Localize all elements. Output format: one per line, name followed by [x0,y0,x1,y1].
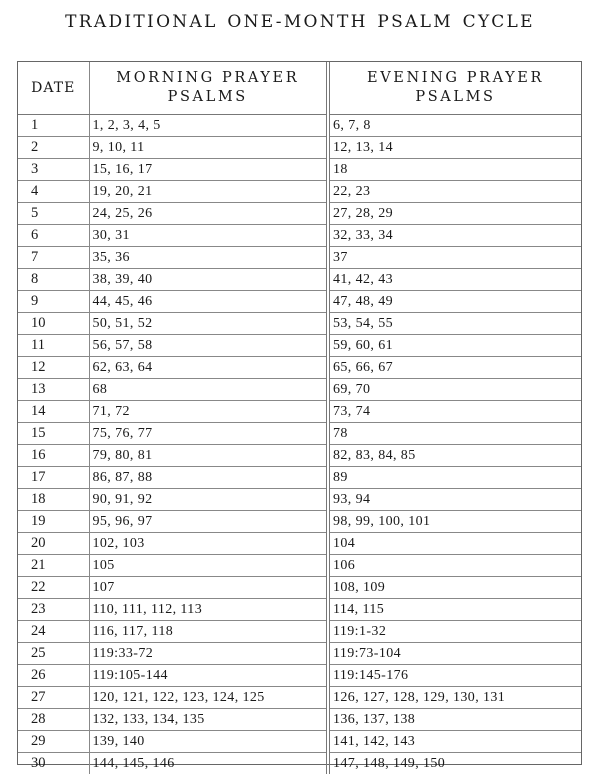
table-row [18,225,581,247]
table-row [18,687,581,709]
evening-psalms-cell: 41, 42, 43 [328,269,581,291]
morning-psalms-cell: 107 [89,577,328,599]
morning-psalms-cell: 30, 31 [89,225,328,247]
table-row [18,753,581,774]
morning-psalms-cell: 86, 87, 88 [89,467,328,489]
page-title: TRADITIONAL ONE-MONTH PSALM CYCLE [0,12,600,32]
morning-header-line1: MORNING PRAYER [116,70,299,86]
morning-psalms-cell: 105 [89,555,328,577]
date-cell: 3 [18,159,89,181]
table-row [18,467,581,489]
date-cell: 4 [18,181,89,203]
evening-psalms-cell: 108, 109 [328,577,581,599]
table-row [18,137,581,159]
date-cell: 13 [18,379,89,401]
table-row [18,423,581,445]
date-cell: 11 [18,335,89,357]
date-cell: 20 [18,533,89,555]
morning-psalms-cell: 79, 80, 81 [89,445,328,467]
evening-psalms-cell: 32, 33, 34 [328,225,581,247]
morning-psalms-cell: 68 [89,379,328,401]
table-row [18,709,581,731]
morning-psalms-cell: 38, 39, 40 [89,269,328,291]
morning-psalms-cell: 56, 57, 58 [89,335,328,357]
evening-psalms-cell: 119:73-104 [328,643,581,665]
table-row [18,489,581,511]
morning-psalms-cell: 132, 133, 134, 135 [89,709,328,731]
evening-psalms-cell: 59, 60, 61 [328,335,581,357]
date-cell: 30 [18,753,89,774]
date-cell: 6 [18,225,89,247]
date-cell: 28 [18,709,89,731]
evening-psalms-cell: 12, 13, 14 [328,137,581,159]
table-row [18,181,581,203]
morning-psalms-cell: 19, 20, 21 [89,181,328,203]
date-cell: 29 [18,731,89,753]
morning-psalms-cell: 44, 45, 46 [89,291,328,313]
date-cell: 10 [18,313,89,335]
date-cell: 16 [18,445,89,467]
morning-psalms-cell: 119:33-72 [89,643,328,665]
date-cell: 5 [18,203,89,225]
evening-psalms-cell: 98, 99, 100, 101 [328,511,581,533]
evening-psalms-cell: 89 [328,467,581,489]
table-row [18,247,581,269]
evening-psalms-cell: 119:1-32 [328,621,581,643]
morning-psalms-cell: 15, 16, 17 [89,159,328,181]
date-cell: 27 [18,687,89,709]
table-row [18,313,581,335]
morning-psalms-cell: 139, 140 [89,731,328,753]
morning-header-line2: PSALMS [168,89,248,105]
morning-psalms-cell: 71, 72 [89,401,328,423]
morning-psalms-cell: 116, 117, 118 [89,621,328,643]
table-row [18,533,581,555]
date-cell: 12 [18,357,89,379]
evening-psalms-cell: 104 [328,533,581,555]
morning-psalms-cell: 102, 103 [89,533,328,555]
evening-psalms-cell: 18 [328,159,581,181]
evening-psalms-cell: 93, 94 [328,489,581,511]
evening-psalms-cell: 27, 28, 29 [328,203,581,225]
morning-prayer-column-header [89,62,328,115]
morning-psalms-cell: 120, 121, 122, 123, 124, 125 [89,687,328,709]
table-row [18,269,581,291]
morning-psalms-cell: 24, 25, 26 [89,203,328,225]
table-row [18,159,581,181]
evening-psalms-cell: 22, 23 [328,181,581,203]
table-row [18,555,581,577]
table-row [18,115,581,137]
evening-psalms-cell: 147, 148, 149, 150 [328,753,581,774]
date-cell: 23 [18,599,89,621]
morning-psalms-cell: 144, 145, 146 [89,753,328,774]
date-cell: 7 [18,247,89,269]
date-column-header: DATE [18,62,89,115]
morning-psalms-cell: 9, 10, 11 [89,137,328,159]
table-row [18,445,581,467]
date-cell: 25 [18,643,89,665]
evening-prayer-column-header [328,62,581,115]
date-cell: 19 [18,511,89,533]
morning-psalms-cell: 1, 2, 3, 4, 5 [89,115,328,137]
morning-psalms-cell: 50, 51, 52 [89,313,328,335]
evening-psalms-cell: 82, 83, 84, 85 [328,445,581,467]
evening-psalms-cell: 136, 137, 138 [328,709,581,731]
evening-psalms-cell: 73, 74 [328,401,581,423]
date-cell: 2 [18,137,89,159]
evening-psalms-cell: 65, 66, 67 [328,357,581,379]
morning-psalms-cell: 110, 111, 112, 113 [89,599,328,621]
date-cell: 17 [18,467,89,489]
table-row [18,599,581,621]
header-row [18,62,581,115]
date-cell: 9 [18,291,89,313]
morning-psalms-cell: 119:105-144 [89,665,328,687]
psalm-cycle-table [17,61,582,765]
evening-psalms-cell: 78 [328,423,581,445]
table-row [18,335,581,357]
table-row [18,203,581,225]
evening-psalms-cell: 119:145-176 [328,665,581,687]
date-cell: 22 [18,577,89,599]
table-row [18,731,581,753]
date-cell: 18 [18,489,89,511]
evening-psalms-cell: 47, 48, 49 [328,291,581,313]
morning-psalms-cell: 35, 36 [89,247,328,269]
evening-psalms-cell: 126, 127, 128, 129, 130, 131 [328,687,581,709]
evening-psalms-cell: 6, 7, 8 [328,115,581,137]
table-row [18,643,581,665]
date-cell: 21 [18,555,89,577]
date-cell: 8 [18,269,89,291]
table-row [18,665,581,687]
table-row [18,357,581,379]
morning-psalms-cell: 95, 96, 97 [89,511,328,533]
morning-psalms-cell: 90, 91, 92 [89,489,328,511]
table-row [18,401,581,423]
evening-psalms-cell: 106 [328,555,581,577]
morning-psalms-cell: 62, 63, 64 [89,357,328,379]
table-row [18,511,581,533]
evening-header-line2: PSALMS [415,89,495,105]
table-row [18,291,581,313]
date-cell: 14 [18,401,89,423]
date-cell: 1 [18,115,89,137]
evening-psalms-cell: 53, 54, 55 [328,313,581,335]
table-row [18,577,581,599]
evening-header-line1: EVENING PRAYER [367,70,544,86]
evening-psalms-cell: 69, 70 [328,379,581,401]
evening-psalms-cell: 141, 142, 143 [328,731,581,753]
table-row [18,621,581,643]
morning-psalms-cell: 75, 76, 77 [89,423,328,445]
evening-psalms-cell: 114, 115 [328,599,581,621]
date-cell: 15 [18,423,89,445]
date-cell: 24 [18,621,89,643]
table-row [18,379,581,401]
evening-psalms-cell: 37 [328,247,581,269]
date-cell: 26 [18,665,89,687]
